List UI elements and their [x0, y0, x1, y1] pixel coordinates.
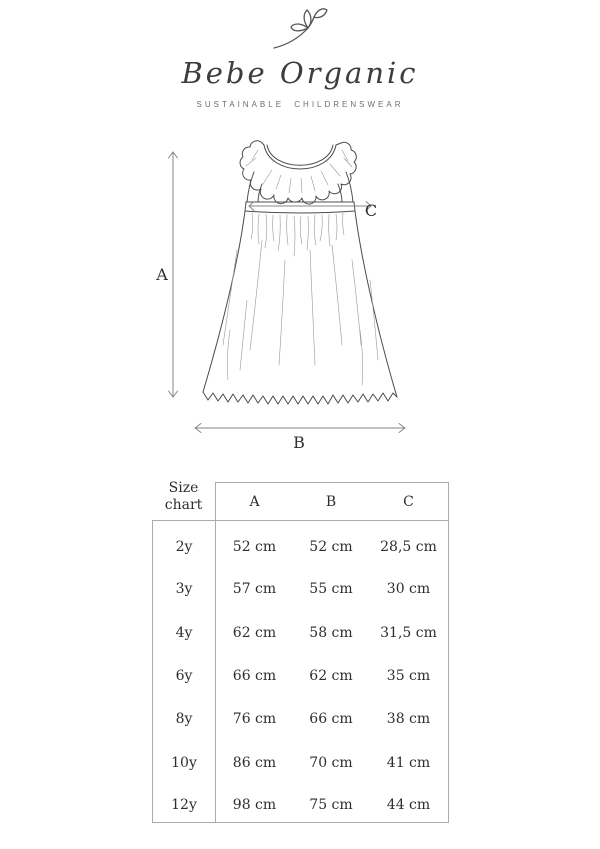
row-size-label: 4y: [152, 607, 215, 650]
value-a: 76 cm: [215, 693, 293, 736]
value-c: 38 cm: [369, 693, 449, 736]
value-a: 62 cm: [215, 607, 293, 650]
measurement-arrow-b: [195, 424, 405, 433]
value-b: 70 cm: [309, 754, 353, 771]
value-c: 31,5 cm: [369, 607, 449, 650]
measurement-label-b: B: [293, 433, 305, 452]
value-a: 57 cm: [215, 563, 293, 606]
row-size-label: 2y: [152, 520, 215, 563]
value-b: 75 cm: [293, 780, 369, 823]
sprig-leaf-icon: [270, 8, 330, 54]
row-size-label: 12y: [152, 780, 215, 823]
column-header-c: C: [369, 482, 449, 520]
value-c: 41 cm: [369, 736, 449, 779]
size-chart-table: [152, 482, 449, 823]
dress-fold-lines: [223, 150, 378, 385]
size-chart-corner-label: Size chart: [164, 480, 203, 513]
row-size-label: 10y: [152, 736, 215, 779]
value-b: 55 cm: [309, 581, 353, 598]
value-b: 58 cm: [309, 624, 353, 641]
row-size-label: 6y: [152, 650, 215, 693]
value-a: 98 cm: [215, 780, 293, 823]
value-b: 66 cm: [309, 711, 353, 728]
value-a: 66 cm: [215, 650, 293, 693]
value-b: 52 cm: [293, 520, 369, 563]
brand-name: Bebe Organic: [181, 56, 419, 90]
value-c: 35 cm: [369, 650, 449, 693]
brand-tagline: SUSTAINABLE CHILDRENSWEAR: [196, 100, 404, 109]
measurement-arrow-c: [249, 202, 371, 211]
measurement-label-c: C: [364, 201, 378, 220]
dress-outline: [203, 141, 397, 404]
row-size-label: 8y: [152, 693, 215, 736]
value-b: 62 cm: [309, 668, 353, 685]
row-size-label: 3y: [152, 563, 215, 606]
value-a: 86 cm: [215, 736, 293, 779]
value-a: 52 cm: [215, 520, 293, 563]
value-c: 44 cm: [369, 780, 449, 823]
value-c: 30 cm: [369, 563, 449, 606]
column-header-b: B: [293, 482, 369, 520]
measurement-label-a: A: [156, 265, 168, 284]
value-c: 28,5 cm: [369, 520, 449, 563]
column-header-a: A: [215, 482, 293, 520]
